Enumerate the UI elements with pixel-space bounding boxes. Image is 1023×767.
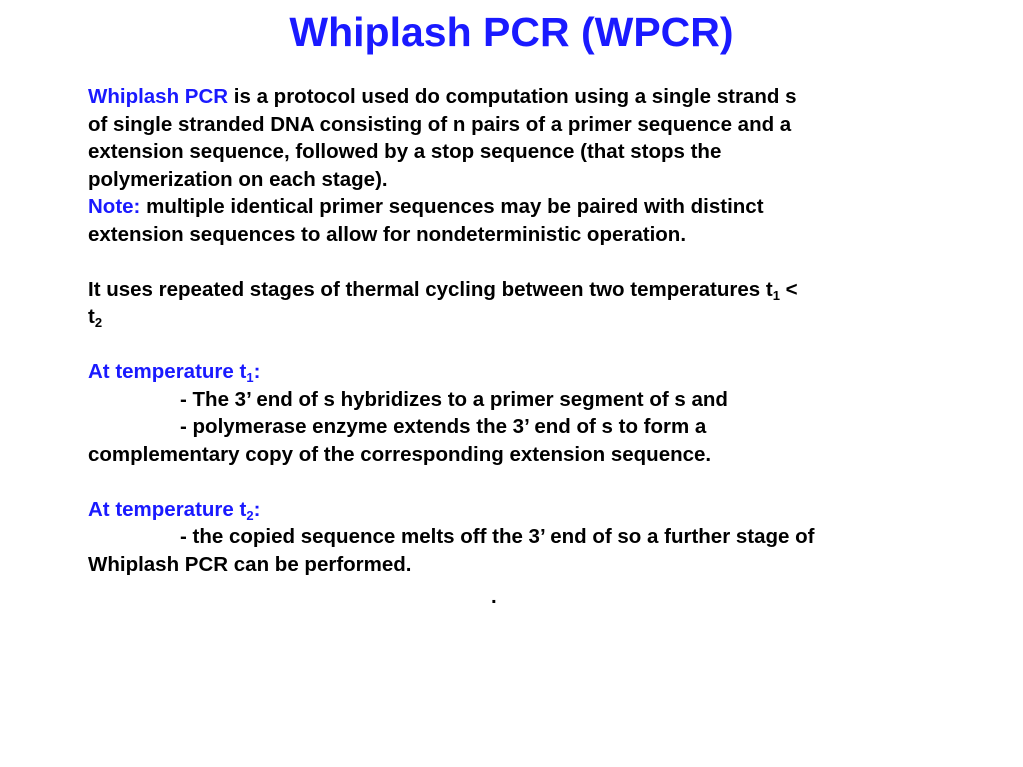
cycling-subscript-2: 2 bbox=[94, 315, 103, 330]
intro-line-1-text: is a protocol used do computation using a single strand s bbox=[233, 85, 797, 108]
trailing-dot: . bbox=[491, 585, 497, 608]
intro-line-1 bbox=[88, 83, 908, 111]
t1-item-1: - The 3’ end of s hybridizes to a primer segment of s and bbox=[180, 387, 728, 411]
t2-heading bbox=[88, 496, 908, 524]
intro-line-3: extension sequence, followed by a stop sequence (that stops the bbox=[88, 140, 722, 163]
cycling-line-1-text: It uses repeated stages of thermal cycling between two temperatures t bbox=[88, 277, 773, 301]
t2-item-1-line-2: Whiplash PCR can be performed. bbox=[88, 552, 412, 576]
t2-heading-text: At temperature t bbox=[88, 497, 247, 521]
intro-line-4: polymerization on each stage). bbox=[88, 167, 388, 191]
t2-heading-subscript: 2 bbox=[246, 507, 254, 523]
note-line-1 bbox=[88, 193, 908, 221]
spacer bbox=[88, 331, 908, 359]
slide-title: Whiplash PCR (WPCR) bbox=[289, 9, 734, 55]
t1-heading-colon: : bbox=[253, 360, 261, 383]
note-line-2: extension sequences to allow for nondeterministic operation. bbox=[88, 222, 687, 246]
t1-heading bbox=[88, 358, 908, 386]
cycling-subscript-1: 1 bbox=[772, 287, 780, 303]
intro-line-2: of single stranded DNA consisting of n pairs of a primer sequence and a bbox=[88, 112, 792, 136]
cycling-line-2 bbox=[88, 303, 908, 331]
spacer bbox=[88, 468, 908, 496]
t1-heading-text: At temperature t bbox=[88, 360, 247, 383]
cycling-line-1-tail: < bbox=[779, 277, 798, 301]
t1-heading-subscript: 1 bbox=[246, 370, 254, 385]
intro-term: Whiplash PCR bbox=[88, 85, 229, 108]
note-label: Note: bbox=[88, 195, 141, 218]
t2-item-1-line-1: - the copied sequence melts off the 3’ end of so a further stage of bbox=[180, 525, 815, 548]
spacer bbox=[88, 248, 908, 276]
slide-body bbox=[88, 83, 908, 578]
t2-heading-colon: : bbox=[253, 497, 261, 521]
note-line-1-text: multiple identical primer sequences may be paired with distinct bbox=[146, 195, 764, 218]
cycling-line-1 bbox=[88, 276, 908, 304]
t1-item-2-line-2: complementary copy of the corresponding extension sequence. bbox=[88, 442, 712, 466]
t1-item-2-line-1: - polymerase enzyme extends the 3’ end of s to form a bbox=[180, 415, 707, 438]
cycling-line-2-text: t bbox=[88, 305, 95, 328]
